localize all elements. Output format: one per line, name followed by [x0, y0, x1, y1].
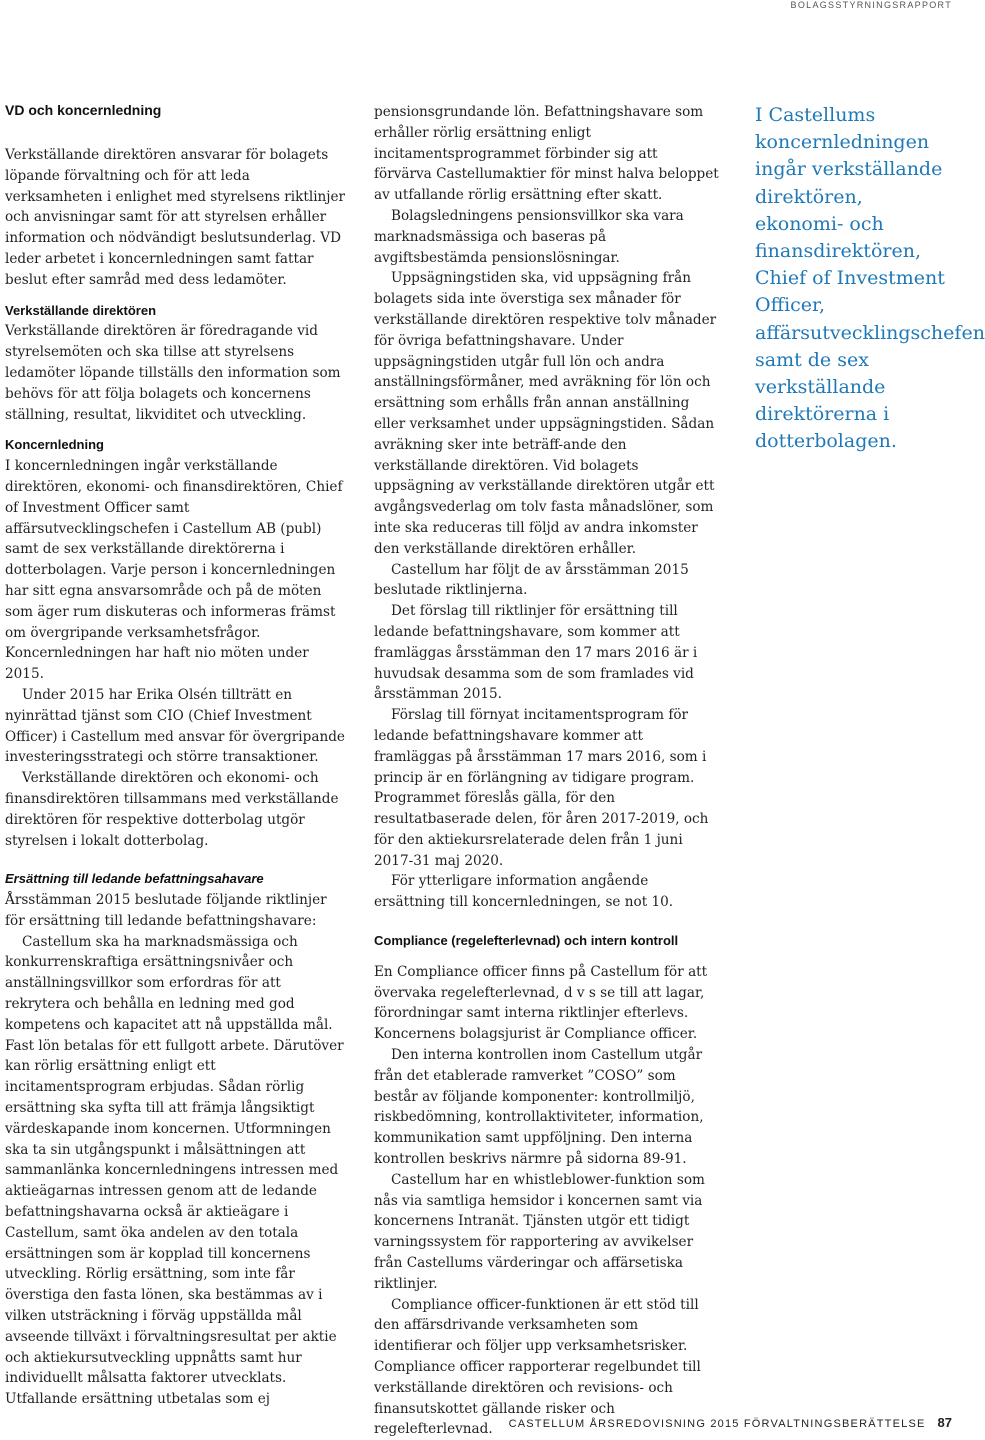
incitament-paragraph: Förslag till förnyat incitamentsprogram för ledande befattningshavare kommer att framläggas på årsstämman 17 mars 2016, som i princip är en förlängning av tidigare program. Programmet föreslås gälla, för den resultatbaserade delen, för åren 2017-2019, och för den aktiekursrelaterade delen från 1 juni 2017-31 maj 2020.	[374, 707, 709, 869]
pensionsvillkor-paragraph: Bolagsledningens pensionsvillkor ska vara marknadsmässiga och baseras på avgiftsbestämda pensionslösningar.	[374, 207, 684, 266]
pension-paragraph: pensionsgrundande lön. Befattningshavare som erhåller rörlig ersättning enligt incitamentsprogrammet förbinder sig att förvärva Castellumaktier för minst halva beloppet av utfallande rörlig ersättning efter skatt.	[374, 104, 719, 204]
running-head: BOLAGSSTYRNINGSRAPPORT	[790, 0, 952, 10]
ytterligare-info-paragraph: För ytterligare information angående ersättning till koncernledningen, se not 10.	[374, 873, 674, 911]
column-left	[5, 101, 350, 1410]
subheading-koncernledning: Koncernledning	[5, 437, 104, 453]
compliance-paragraph-1: En Compliance officer finns på Castellum för att övervaka regelefterlevnad, d v s se till att lagar, förordningar samt interna riktlinjer efterlevs. Koncernens bolagsjurist är Compliance officer.	[374, 963, 708, 1043]
footer-text: CASTELLUM ÅRSREDOVISNING 2015 FÖRVALTNINGSBERÄTTELSE	[508, 1418, 926, 1430]
pull-quote: I Castellums koncernledningen ingår verkställande direktören, ekonomi- och finansdirektören, Chief of Investment Officer, affärsutvecklingschefen samt de sex verkställande direktörerna i dotterbolagen.	[755, 104, 985, 453]
intro-paragraph: Verkställande direktören ansvarar för bolagets löpande förvaltning och för att leda verksamheten i enlighet med styrelsens riktlinjer och anvisningar samt för att styrelsen erhåller information och nödvändigt beslutsunderlag. VD leder arbetet i koncernledningen samt fattar beslut efter samråd med dess ledamöter.	[5, 147, 346, 288]
riktlinjer-paragraph: Castellum har följt de av årsstämman 2015 beslutade riktlinjerna.	[374, 561, 689, 599]
page-footer	[509, 1415, 952, 1430]
column-right	[755, 102, 985, 456]
compliance-paragraph-2: Den interna kontrollen inom Castellum utgår från det etablerade ramverket ”COSO” som består av följande komponenter: kontrollmiljö, riskbedömning, kontrollaktiviteter, information, kommunikation samt uppföljning. Den interna kontrollen beskrivs närmre på sidorna 89-91.	[374, 1047, 704, 1168]
ersattning-paragraph-1: Årsstämman 2015 beslutade följande riktlinjer för ersättning till ledande befattningshavare:	[5, 892, 327, 929]
page-number: 87	[937, 1415, 952, 1430]
forslag-paragraph: Det förslag till riktlinjer för ersättning till ledande befattningshavare, som kommer att framläggas årsstämman den 17 mars 2016 är i huvudsak desamma som de som framlades vid årsstämman 2015.	[374, 603, 698, 703]
subheading-compliance: Compliance (regelefterlevnad) och intern kontroll	[374, 933, 679, 949]
column-middle	[374, 102, 719, 1440]
ersattning-paragraph-2: Castellum ska ha marknadsmässiga och konkurrenskraftiga ersättningsnivåer och anställningsvillkor som erfordras för att rekrytera och behålla en ledning med god kompetens och kapacitet att nå uppställda mål. Fast lön betalas för ett fullgott arbete. Därutöver kan rörlig ersättning enligt ett incitamentsprogram erbjudas. Sådan rörlig ersättning ska syfta till att främja långsiktigt värdeskapande inom koncernen. Utformningen ska ta sin utgångspunkt i målsättningen att sammanlänka koncernledningens intressen med aktieägarnas intressen genom att de ledande befattningshavarna också är aktieägare i Castellum, samt öka andelen av den totala ersättningen som är kopplad till koncernens utveckling. Rörlig ersättning, som inte får överstiga den fasta lönen, ska bestämmas av i vilken utsträckning i förväg uppställda mål avseende tillväxt i förvaltningsresultat per aktie och aktiekursutveckling uppnåtts samt hur individuellt målsatta faktorer utvecklats. Utfallande ersättning utbetalas som ej	[5, 933, 344, 1408]
koncernledning-paragraph-2: Under 2015 har Erika Olsén tillträtt en nyinrättad tjänst som CIO (Chief Investment Officer) i Castellum med ansvar för övergripande investeringsstrategi och större transaktioner.	[5, 686, 345, 766]
subheading-vd: Verkställande direktören	[5, 302, 157, 318]
koncernledning-paragraph-3: Verkställande direktören och ekonomi- och finansdirektören tillsammans med verkställande direktören för respektive dotterbolag utgör styrelsen i lokalt dotterbolag.	[5, 770, 339, 849]
subheading-ersattning: Ersättning till ledande befattningsahavare	[5, 871, 264, 887]
section-title-vd: VD och koncernledning	[5, 102, 162, 118]
koncernledning-paragraph-1: I koncernledningen ingår verkställande direktören, ekonomi- och finansdirektören, Chief of Investment Officer samt affärsutvecklingschefen i Castellum AB (publ) samt de sex verkställande direktörerna i dotterbolagen. Varje person i koncernledningen har sitt egna ansvarsområde och på de möten som äger rum diskuteras och informeras främst om övergripande verksamhetsfrågor. Koncernledningen har haft nio möten under 2015.	[5, 458, 343, 683]
compliance-paragraph-3: Castellum har en whistleblower-funktion som nås via samtliga hemsidor i koncernen samt via koncernens Intranät. Tjänsten utgör ett tidigt varningssystem för rapportering av avvikelser från Castellums värderingar och affärsetiska riktlinjer.	[374, 1171, 705, 1292]
vd-paragraph: Verkställande direktören är föredragande vid styrelsemöten och ska tillse att styrelsens ledamöter löpande tillställs den information som behövs för att följa bolagets och koncernens ställning, resultat, likviditet och utveckling.	[5, 323, 341, 423]
uppsagning-paragraph: Uppsägningstiden ska, vid uppsägning från bolagets sida inte överstiga sex månader för verkställande direktören respektive tolv månader för övriga befattningshavare. Under uppsägningstiden utgår full lön och andra anställningsförmåner, med avräkning för lön och ersättning som erhålls från annan anställning eller verksamhet under uppsägningstiden. Sådan avräkning sker inte beträff-ande den verkställande direktören. Vid bolagets uppsägning av verkställande direktören utgår ett avgångsvederlag om tolv fasta månadslöner, som inte ska reduceras till följd av andra inkomster den verkställande direktören erhåller.	[374, 270, 717, 557]
compliance-paragraph-4: Compliance officer-funktionen är ett stöd till den affärsdrivande verksamheten som identifierar och följer upp verksamhetsrisker. Compliance officer rapporterar regelbundet till verkställande direktören och revisions- och finansutskottet gällande risker och regelefterlevnad.	[374, 1296, 701, 1438]
